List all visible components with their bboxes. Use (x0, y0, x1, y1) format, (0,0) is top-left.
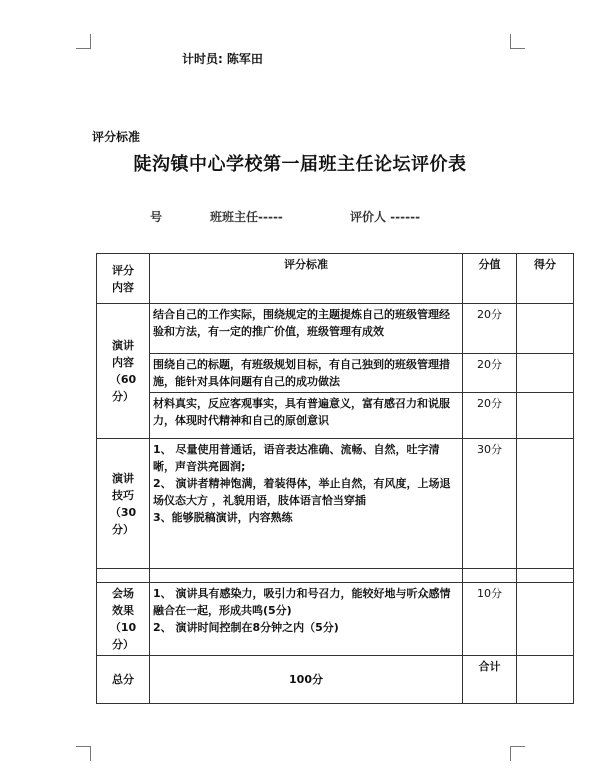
evaluation-table (96, 253, 574, 704)
total-label: 总分 (97, 656, 150, 704)
score-cell[interactable] (517, 583, 574, 656)
points-cell: 20分 (463, 304, 517, 354)
score-cell[interactable] (517, 393, 574, 439)
spacer-cell (517, 569, 574, 583)
score-cell[interactable] (517, 304, 574, 354)
header-category-line: 评分 内容 (112, 263, 134, 294)
header-criteria: 评分标准 (150, 254, 463, 304)
spacer-cell (463, 569, 517, 583)
criteria-cell: 材料真实，反应客观事实，具有普遍意义，富有感召力和说服力，体现时代精神和自己的原创意识 (150, 393, 463, 439)
criteria-line: 2、 演讲者精神饱满，着装得体，举止自然，有风度，上场退场仪态大方 ，礼貌用语，肢体语言恰当穿插 (153, 477, 451, 507)
criteria-cell (150, 583, 463, 656)
category-venue-effect: 会场 效果 （10 分） (97, 583, 150, 656)
criteria-line: 3、能够脱稿演讲，内容熟练 (153, 511, 293, 524)
timekeeper-name: 陈军田 (226, 52, 263, 66)
corner-mark-bottom-right (510, 746, 525, 761)
criteria-line: 1、 演讲具有感染力，吸引力和号召力，能较好地与听众感情融合在一起，形成共鸣(5分) (153, 587, 451, 617)
total-score-cell[interactable] (517, 656, 574, 704)
table-row (97, 439, 574, 569)
points-cell: 20分 (463, 393, 517, 439)
timekeeper-line (182, 50, 263, 67)
table-row (97, 304, 574, 354)
criteria-cell (150, 439, 463, 569)
points-cell: 20分 (463, 354, 517, 393)
header-points: 分值 (463, 254, 517, 304)
spacer-cell (150, 569, 463, 583)
page-title: 陡沟镇中心学校第一届班主任论坛评价表 (133, 154, 467, 175)
criteria-cell: 围绕自己的标题，有班级规划目标，有自己独到的班级管理措施，能针对具体问题有自己的成功做法 (150, 354, 463, 393)
category-speech-content: 演讲 内容 （60 分） (97, 304, 150, 439)
judge-label: 评价人 ------ (350, 210, 421, 224)
total-value: 100分 (150, 656, 463, 704)
header-category (97, 254, 150, 304)
points-cell: 10分 (463, 583, 517, 656)
spacer-cell (97, 569, 150, 583)
scoring-standard-label: 评分标准 (92, 130, 141, 144)
total-row (97, 656, 574, 704)
sum-label: 合计 (463, 656, 517, 704)
teacher-label: 班班主任----- (210, 210, 283, 224)
criteria-line: 2、 演讲时间控制在8分钟之内（5分) (153, 621, 339, 634)
table-row (97, 583, 574, 656)
score-cell[interactable] (517, 354, 574, 393)
table-header-row (97, 254, 574, 304)
corner-mark-top-right (510, 34, 525, 49)
table-row (97, 354, 574, 393)
spacer-row (97, 569, 574, 583)
corner-mark-bottom-left (76, 746, 91, 761)
table-row (97, 393, 574, 439)
criteria-line: 1、 尽量使用普通话，语音表达准确、流畅、自然，吐字清晰，声音洪亮圆润; (153, 443, 440, 473)
timekeeper-label: 计时员: (182, 52, 223, 66)
category-speech-skills: 演讲 技巧 （30 分） (97, 439, 150, 569)
number-label: 号 (150, 210, 163, 224)
corner-mark-top-left (76, 34, 91, 49)
header-score: 得分 (517, 254, 574, 304)
criteria-cell: 结合自己的工作实际，围绕规定的主题提炼自己的班级管理经验和方法，有一定的推广价值，班级管理有成效 (150, 304, 463, 354)
points-cell: 30分 (463, 439, 517, 569)
score-cell[interactable] (517, 439, 574, 569)
